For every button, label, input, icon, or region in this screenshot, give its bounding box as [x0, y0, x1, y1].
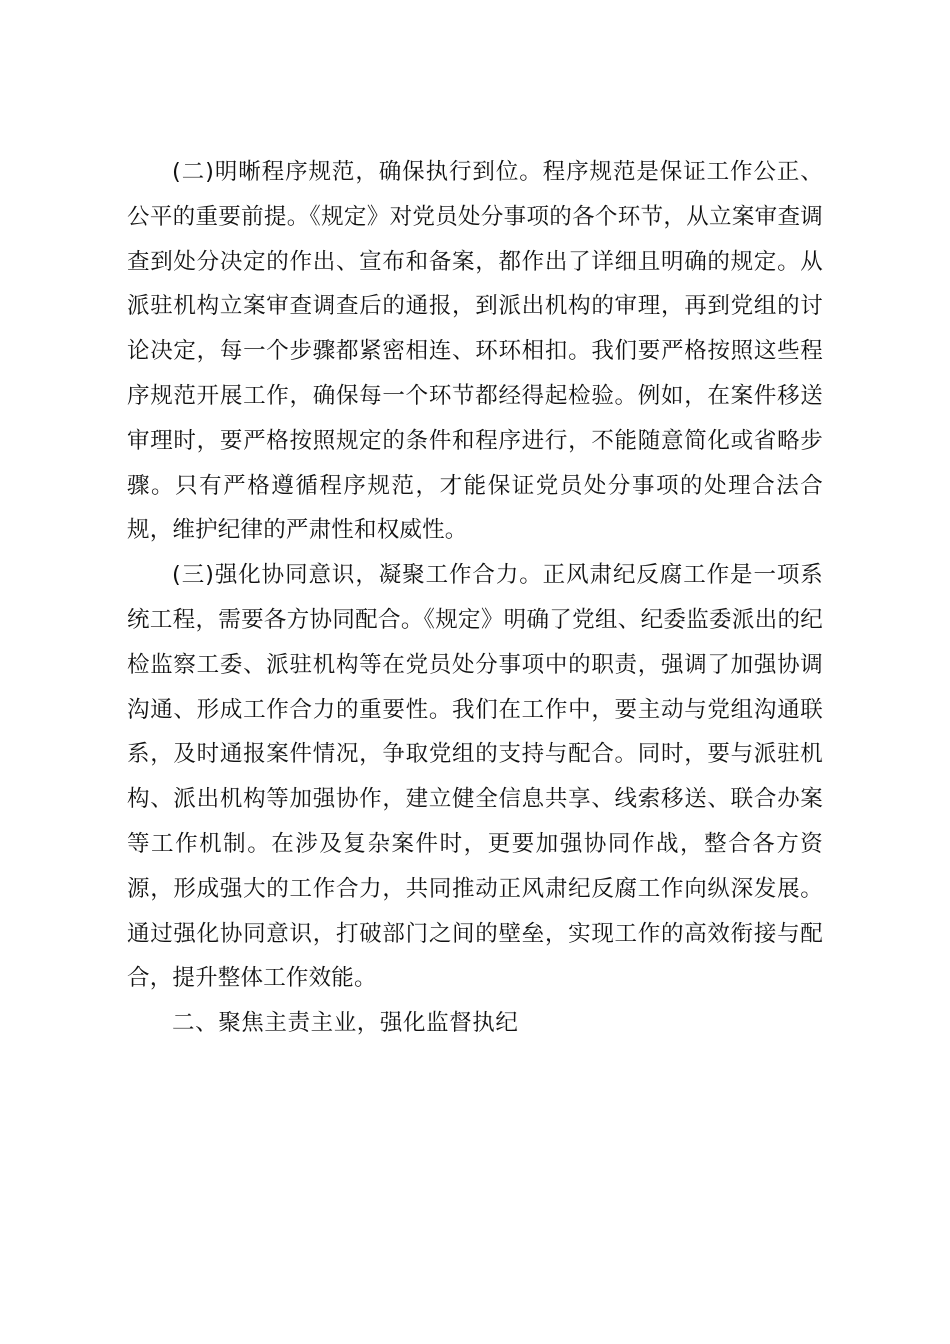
paragraph-coordination-awareness: (三)强化协同意识，凝聚工作合力。正风肃纪反腐工作是一项系统工程，需要各方协同配合。《规定》明确了党组、纪委监委派出的纪检监察工委、派驻机构等在党员处分事项中的职责，强调了加强协调沟通、形成工作合力的重要性。我们在工作中，要主动与党组沟通联系，及时通报案件情况，争取党组的支持与配合。同时，要与派驻机构、派出机构等加强协作，建立健全信息共享、线索移送、联合办案等工作机制。在涉及复杂案件时，更要加强协同作战，整合各方资源，形成强大的工作合力，共同推动正风肃纪反腐工作向纵深发展。通过强化协同意识，打破部门之间的壁垒，实现工作的高效衔接与配合，提升整体工作效能。 [127, 562, 823, 992]
paragraph-procedure-norms: (二)明晰程序规范，确保执行到位。程序规范是保证工作公正、公平的重要前提。《规定》对党员处分事项的各个环节，从立案审查调查到处分决定的作出、宣布和备案，都作出了详细且明确的规定。从派驻机构立案审查调查后的通报，到派出机构的审理，再到党组的讨论决定，每一个步骤都紧密相连、环环相扣。我们要严格按照这些程序规范开展工作，确保每一个环节都经得起检验。例如，在案件移送审理时，要严格按照规定的条件和程序进行，不能随意简化或省略步骤。只有严格遵循程序规范，才能保证党员处分事项的处理合法合规，维护纪律的严肃性和权威性。 [127, 159, 823, 544]
document-body [127, 150, 823, 1046]
section-heading: 二、聚焦主责主业，强化监督执纪 [172, 1010, 519, 1037]
